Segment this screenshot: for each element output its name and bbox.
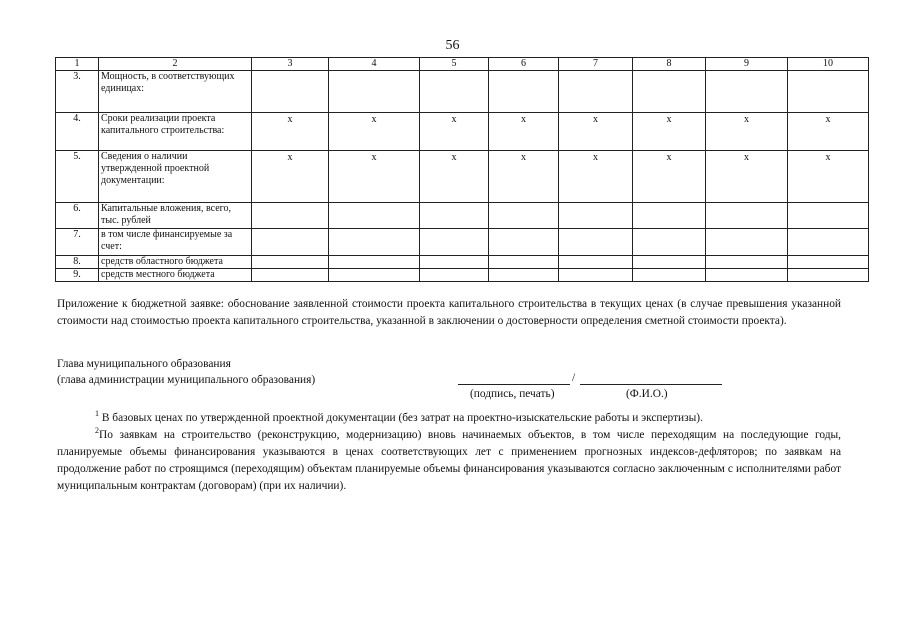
table-cell: [489, 229, 559, 256]
header-cell-6: 6: [489, 58, 559, 71]
table-cell: x: [559, 151, 633, 203]
row-number: 6.: [56, 203, 99, 229]
table-cell: [252, 256, 329, 269]
row-number: 9.: [56, 269, 99, 282]
row-number: 8.: [56, 256, 99, 269]
table-cell: [420, 269, 489, 282]
name-caption: (Ф.И.О.): [626, 388, 668, 400]
table-cell: x: [788, 151, 869, 203]
table-row: [56, 256, 869, 269]
table-cell: [489, 71, 559, 113]
table-row: [56, 269, 869, 282]
table-cell: [706, 269, 788, 282]
table-row: [56, 113, 869, 151]
table-cell: [788, 203, 869, 229]
footnote-2: [57, 427, 841, 495]
footnote-1-mark: 1: [95, 409, 99, 419]
table-cell: [489, 269, 559, 282]
row-number: 5.: [56, 151, 99, 203]
row-label: средств областного бюджета: [99, 256, 252, 269]
table-cell: x: [252, 151, 329, 203]
table-cell: x: [489, 113, 559, 151]
header-cell-1: 1: [56, 58, 99, 71]
table-cell: [329, 256, 420, 269]
table-cell: [559, 71, 633, 113]
table-cell: [420, 229, 489, 256]
footnote-2-text: По заявкам на строительство (реконструкцию, модернизацию) вновь начинаемых объектов, в том числе переходящим на последующие годы, планируемые объемы финансирования указываются в ценах соответствующих лет с применением прогнозных индексов-дефляторов; по заявкам на продолжение работ по строящимся (переходящим) объектам планируемые объемы финансирования указываются согласно заключенным с исполнителями работ муниципальным контрактам (договорам) (при их наличии).: [57, 429, 841, 492]
table-cell: x: [706, 151, 788, 203]
header-cell-9: 9: [706, 58, 788, 71]
table-cell: x: [329, 151, 420, 203]
table-cell: [788, 269, 869, 282]
signature-separator: /: [572, 372, 576, 384]
page-number: 56: [445, 38, 460, 53]
row-label: средств местного бюджета: [99, 269, 252, 282]
row-number: 3.: [56, 71, 99, 113]
row-label: Сведения о наличии утвержденной проектной документации:: [99, 151, 252, 203]
footnote-1-text: В базовых ценах по утвержденной проектной документации (без затрат на проектно-изыскательские работы и экспертизы).: [101, 412, 703, 424]
header-cell-8: 8: [633, 58, 706, 71]
table-cell: x: [489, 151, 559, 203]
table-cell: x: [633, 113, 706, 151]
table-cell: x: [420, 113, 489, 151]
table-cell: [706, 203, 788, 229]
table-cell: x: [633, 151, 706, 203]
table-cell: [706, 256, 788, 269]
header-cell-5: 5: [420, 58, 489, 71]
table-cell: [252, 229, 329, 256]
table-row: [56, 151, 869, 203]
table-cell: [329, 229, 420, 256]
table-cell: [252, 269, 329, 282]
table-cell: [420, 256, 489, 269]
row-label: Мощность, в соответствующих единицах:: [99, 71, 252, 113]
row-label: Сроки реализации проекта капитального строительства:: [99, 113, 252, 151]
table-row: [56, 71, 869, 113]
header-cell-4: 4: [329, 58, 420, 71]
header-cell-10: 10: [788, 58, 869, 71]
footnote-1: [57, 410, 841, 427]
table-cell: [559, 269, 633, 282]
table-cell: [788, 256, 869, 269]
table-cell: x: [559, 113, 633, 151]
row-label: Капитальные вложения, всего, тыс. рублей: [99, 203, 252, 229]
table-cell: x: [788, 113, 869, 151]
table-cell: [329, 269, 420, 282]
table-cell: [420, 203, 489, 229]
row-number: 4.: [56, 113, 99, 151]
header-cell-3: 3: [252, 58, 329, 71]
appendix-text: Приложение к бюджетной заявке: обоснование заявленной стоимости проекта капитального строительства в текущих ценах (в случае превышения указанной стоимости над стоимостью проекта капитального строительства, указанной в заключении о достоверности определения сметной стоимости проекта).: [57, 298, 841, 327]
table-cell: [706, 71, 788, 113]
table-cell: x: [252, 113, 329, 151]
signature-caption: (подпись, печать): [470, 388, 555, 400]
table-cell: [252, 71, 329, 113]
table-cell: [420, 71, 489, 113]
table-cell: [633, 269, 706, 282]
signature-line: [458, 384, 570, 385]
table-cell: [706, 229, 788, 256]
table-cell: [633, 256, 706, 269]
table-cell: [788, 229, 869, 256]
table-cell: [633, 71, 706, 113]
row-label: в том числе финансируемые за счет:: [99, 229, 252, 256]
header-cell-2: 2: [99, 58, 252, 71]
table-cell: [559, 229, 633, 256]
name-line: [580, 384, 722, 385]
signature-subtitle: (глава администрации муниципального образования): [57, 374, 316, 386]
header-cell-7: 7: [559, 58, 633, 71]
table-cell: [489, 256, 559, 269]
budget-table: [55, 57, 869, 282]
table-cell: [559, 203, 633, 229]
table-cell: x: [329, 113, 420, 151]
table-cell: [633, 203, 706, 229]
table-cell: [329, 71, 420, 113]
table-row: [56, 229, 869, 256]
table-cell: [559, 256, 633, 269]
table-cell: x: [420, 151, 489, 203]
footnote-2-mark: 2: [95, 426, 99, 436]
table-row: [56, 203, 869, 229]
table-cell: [633, 229, 706, 256]
row-number: 7.: [56, 229, 99, 256]
table-cell: [489, 203, 559, 229]
table-cell: x: [706, 113, 788, 151]
table-cell: [329, 203, 420, 229]
signature-title: Глава муниципального образования: [57, 358, 231, 370]
table-cell: [252, 203, 329, 229]
table-cell: [788, 71, 869, 113]
